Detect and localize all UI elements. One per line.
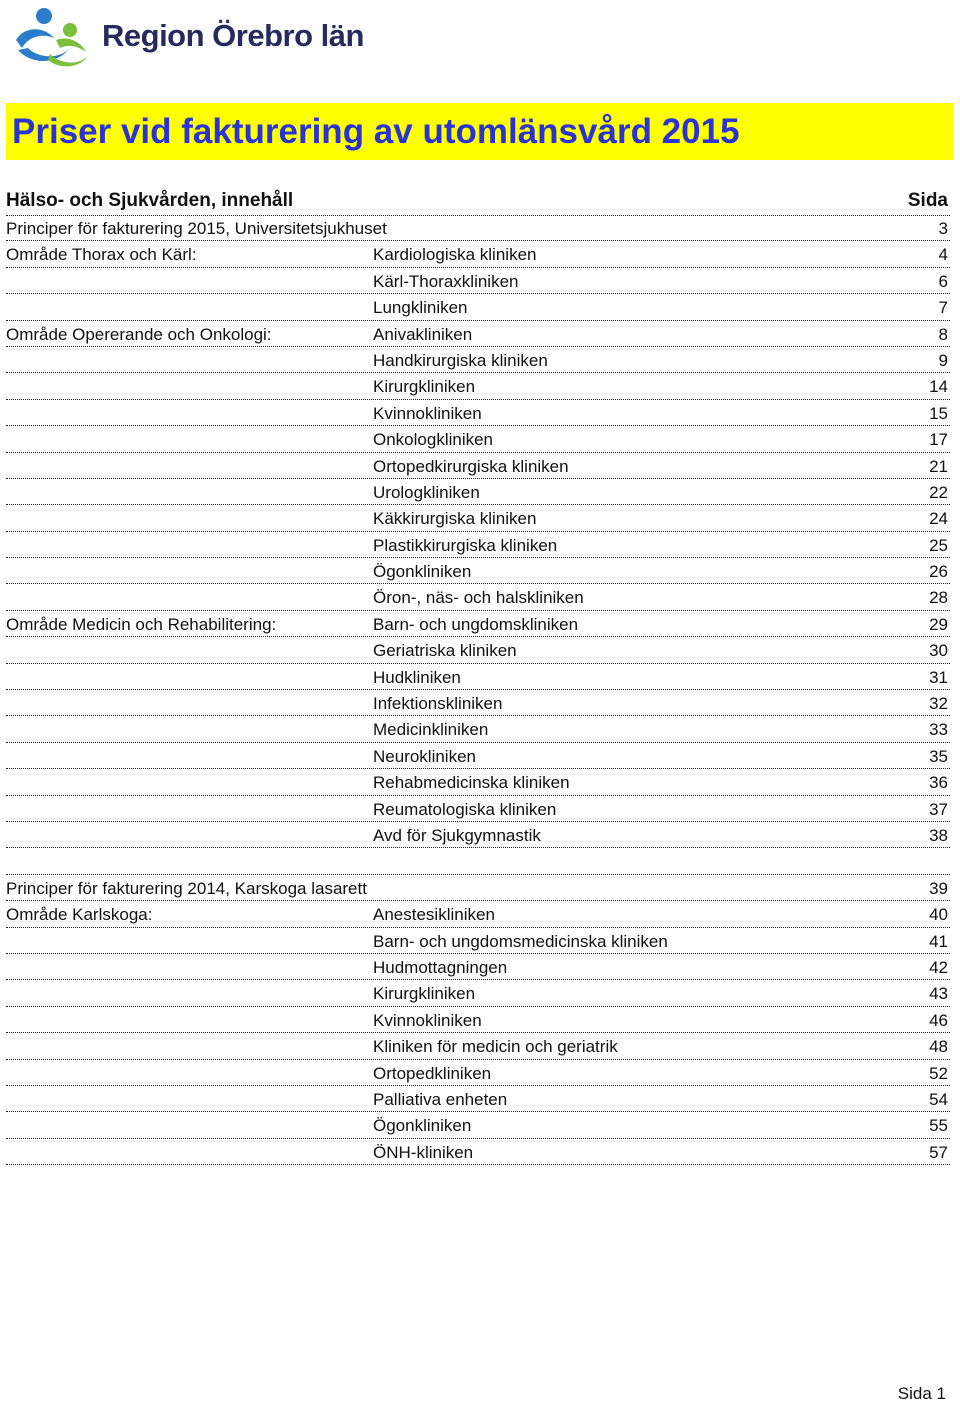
- toc-row: [6, 822, 950, 848]
- toc-row: [6, 453, 950, 479]
- toc-clinic-label: Öron-, näs- och halskliniken: [373, 588, 584, 608]
- toc-page-number: 28: [929, 588, 948, 608]
- toc-clinic-label: Reumatologiska kliniken: [373, 799, 557, 819]
- toc-clinic-label: Infektionskliniken: [373, 694, 503, 714]
- toc-clinic-label: Barn- och ungdomskliniken: [373, 614, 579, 634]
- toc-page-number: 31: [929, 667, 948, 687]
- toc-page-number: 42: [929, 957, 948, 977]
- toc-page-number: 29: [929, 614, 948, 634]
- toc-header: [6, 188, 950, 216]
- toc-row: [6, 479, 950, 505]
- toc-row: [6, 215, 950, 241]
- toc-row: [6, 584, 950, 610]
- region-logo-icon: [10, 4, 96, 70]
- toc-area-label: Principer för fakturering 2014, Karskoga lasarett: [6, 878, 367, 898]
- toc-page-number: 36: [929, 773, 948, 793]
- toc-clinic-label: Kliniken för medicin och geriatrik: [373, 1037, 618, 1057]
- toc-row: [6, 294, 950, 320]
- toc-row: [6, 1139, 950, 1165]
- toc-page-number: 24: [929, 509, 948, 529]
- toc-clinic-label: Ortopedkirurgiska kliniken: [373, 456, 569, 476]
- toc-page-number: 17: [929, 430, 948, 450]
- toc-row: [6, 1007, 950, 1033]
- toc-clinic-label: Avd för Sjukgymnastik: [373, 825, 541, 845]
- toc-area-label: Område Opererande och Onkologi:: [6, 324, 272, 344]
- toc-row: [6, 690, 950, 716]
- toc-clinic-label: Ortopedkliniken: [373, 1063, 492, 1083]
- toc-row: [6, 611, 950, 637]
- toc-clinic-label: Kirurgkliniken: [373, 377, 476, 397]
- toc-row: [6, 426, 950, 452]
- toc-page-number: 14: [929, 377, 948, 397]
- toc-page-number: 39: [929, 878, 948, 898]
- toc-row: [6, 637, 950, 663]
- toc-clinic-label: ÖNH-kliniken: [373, 1142, 474, 1162]
- toc-clinic-label: Onkologkliniken: [373, 430, 494, 450]
- toc-clinic-label: Anestesikliniken: [373, 905, 495, 925]
- toc-page-number: 32: [929, 694, 948, 714]
- toc-clinic-label: Kirurgkliniken: [373, 984, 476, 1004]
- toc-clinic-label: Plastikkirurgiska kliniken: [373, 535, 558, 555]
- toc-page-number: 35: [929, 746, 948, 766]
- toc-clinic-label: Urologkliniken: [373, 482, 480, 502]
- toc-page-number: 26: [929, 562, 948, 582]
- toc-row: [6, 373, 950, 399]
- toc-row: [6, 558, 950, 584]
- toc-row: [6, 400, 950, 426]
- toc-clinic-label: Handkirurgiska kliniken: [373, 350, 548, 370]
- toc-page-number: 22: [929, 482, 948, 502]
- brand-logo: [10, 4, 430, 70]
- toc-row: [6, 743, 950, 769]
- toc-page-number: 30: [929, 641, 948, 661]
- toc-page-number: 8: [938, 324, 948, 344]
- toc-row: [6, 901, 950, 927]
- toc-page-number: 48: [929, 1037, 948, 1057]
- toc-page-number: 46: [929, 1010, 948, 1030]
- toc-page-number: 4: [938, 245, 948, 265]
- toc-row: [6, 796, 950, 822]
- toc-clinic-label: Lungkliniken: [373, 298, 468, 318]
- toc-page-number: 41: [929, 931, 948, 951]
- brand-name: Region Örebro län: [102, 18, 364, 53]
- toc-page-number: 7: [938, 298, 948, 318]
- section-spacer: [6, 848, 950, 874]
- toc-clinic-label: Kardiologiska kliniken: [373, 245, 537, 265]
- toc-page-number: 3: [938, 219, 948, 238]
- toc-clinic-label: Kvinnokliniken: [373, 403, 482, 423]
- toc-page-number: 43: [929, 984, 948, 1004]
- title-banner: [6, 103, 953, 160]
- toc-row: [6, 347, 950, 373]
- toc-list: [6, 215, 950, 1165]
- toc-header-title: Hälso- och Sjukvården, innehåll: [6, 190, 294, 211]
- toc-row: [6, 928, 950, 954]
- toc-page-number: 9: [938, 350, 948, 370]
- toc-clinic-label: Geriatriska kliniken: [373, 641, 517, 661]
- toc-page-number: 6: [938, 271, 948, 291]
- toc-page-number: 57: [929, 1142, 948, 1162]
- toc-page-number: 15: [929, 403, 948, 423]
- toc-clinic-label: Hudmottagningen: [373, 957, 508, 977]
- toc-page-number: 40: [929, 905, 948, 925]
- toc-clinic-label: Palliativa enheten: [373, 1089, 508, 1109]
- toc-clinic-label: Anivakliniken: [373, 324, 473, 344]
- toc-area-label: Område Karlskoga:: [6, 905, 153, 925]
- toc-row: [6, 875, 950, 901]
- toc-row: [6, 1086, 950, 1112]
- toc-row: [6, 321, 950, 347]
- toc-page-number: 21: [929, 456, 948, 476]
- toc-page-number: 54: [929, 1089, 948, 1109]
- toc-row: [6, 241, 950, 267]
- toc-page-number: 38: [929, 825, 948, 845]
- toc-clinic-label: Ögonkliniken: [373, 1116, 472, 1136]
- toc-clinic-label: Rehabmedicinska kliniken: [373, 773, 570, 793]
- toc-clinic-label: Medicinkliniken: [373, 720, 489, 740]
- toc-row: [6, 769, 950, 795]
- toc-area-label: Område Medicin och Rehabilitering:: [6, 614, 277, 634]
- toc-clinic-label: Neurokliniken: [373, 746, 476, 766]
- toc-clinic-label: Hudkliniken: [373, 667, 461, 687]
- toc-row: [6, 268, 950, 294]
- toc-page-number: 25: [929, 535, 948, 555]
- toc-row: [6, 1112, 950, 1138]
- toc-clinic-label: Käkkirurgiska kliniken: [373, 509, 537, 529]
- toc-row: [6, 664, 950, 690]
- toc-page-number: 55: [929, 1116, 948, 1136]
- toc-area-label: Principer för fakturering 2015, Universitetsjukhuset: [6, 219, 387, 238]
- toc-clinic-label: Kärl-Thoraxkliniken: [373, 271, 519, 291]
- page-title: Priser vid fakturering av utomlänsvård 2015: [12, 112, 740, 151]
- page-footer: Sida 1: [897, 1384, 946, 1403]
- toc-row: [6, 716, 950, 742]
- toc-row: [6, 1060, 950, 1086]
- toc-page-number: 33: [929, 720, 948, 740]
- toc-clinic-label: Kvinnokliniken: [373, 1010, 482, 1030]
- toc-clinic-label: Barn- och ungdomsmedicinska kliniken: [373, 931, 668, 951]
- toc-row: [6, 1033, 950, 1059]
- toc-row: [6, 954, 950, 980]
- toc-header-page-label: Sida: [907, 190, 948, 211]
- toc-area-label: Område Thorax och Kärl:: [6, 245, 197, 265]
- toc-page-number: 52: [929, 1063, 948, 1083]
- toc-page-number: 37: [929, 799, 948, 819]
- toc-row: [6, 980, 950, 1006]
- toc-row: [6, 532, 950, 558]
- toc-row: [6, 505, 950, 531]
- toc-clinic-label: Ögonkliniken: [373, 562, 472, 582]
